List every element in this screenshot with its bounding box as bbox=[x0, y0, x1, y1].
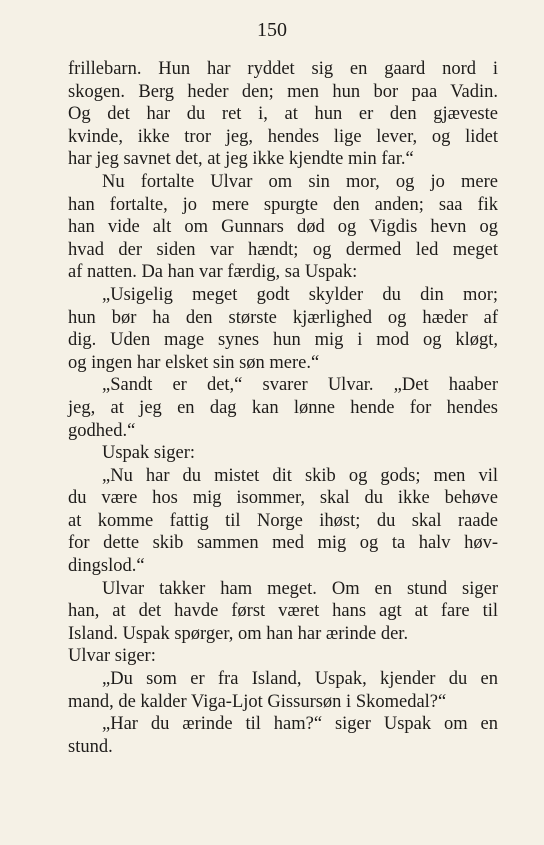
text-line: har jeg savnet det, at jeg ikke kjendte min far.“ bbox=[68, 149, 414, 170]
text-line: skogen. Berg heder den; men hun bor paa Vadin. bbox=[68, 81, 498, 102]
text-line: Ulvar siger: bbox=[68, 646, 156, 667]
text-line: Uspak siger: bbox=[102, 443, 195, 464]
text-line: Nu fortalte Ulvar om sin mor, og jo mere bbox=[102, 171, 498, 192]
text-line: Island. Uspak spørger, om han har ærinde der. bbox=[68, 623, 409, 644]
text-line: jeg, at jeg en dag kan lønne hende for hendes bbox=[68, 397, 498, 418]
page-number: 150 bbox=[257, 19, 287, 41]
text-line: Og det har du ret i, at hun er den gjæveste bbox=[68, 104, 498, 125]
text-line: Ulvar takker ham meget. Om en stund siger bbox=[102, 578, 498, 599]
text-line: hun bør ha den største kjærlighed og hæder af bbox=[68, 307, 498, 328]
text-line: hvad der siden var hændt; og dermed led meget bbox=[68, 239, 498, 260]
text-line: „Du som er fra Island, Uspak, kjender du en bbox=[102, 669, 498, 690]
text-line: og ingen har elsket sin søn mere.“ bbox=[68, 352, 320, 373]
text-line: dingslod.“ bbox=[68, 556, 145, 577]
text-line: du være hos mig isommer, skal du ikke behøve bbox=[68, 488, 498, 509]
text-line: kvinde, ikke tror jeg, hendes lige lever, og lidet bbox=[68, 126, 498, 147]
text-line: „Nu har du mistet dit skib og gods; men vil bbox=[102, 465, 498, 486]
text-line: at komme fattig til Norge ihøst; du skal raade bbox=[68, 510, 498, 531]
body-text bbox=[68, 58, 498, 758]
text-line: „Har du ærinde til ham?“ siger Uspak om en bbox=[102, 714, 498, 735]
text-line: stund. bbox=[68, 736, 113, 757]
text-line: „Sandt er det,“ svarer Ulvar. „Det haaber bbox=[102, 375, 498, 396]
text-line: godhed.“ bbox=[68, 420, 136, 441]
text-line: han vide alt om Gunnars død og Vigdis hevn og bbox=[68, 217, 498, 238]
text-line: mand, de kalder Viga-Ljot Gissursøn i Skomedal?“ bbox=[68, 691, 447, 712]
text-line: han fortalte, jo mere spurgte den anden; saa fik bbox=[68, 194, 498, 215]
text-line: dig. Uden mage synes hun mig i mod og kløgt, bbox=[68, 330, 498, 351]
text-line: for dette skib sammen med mig og ta halv høv- bbox=[68, 533, 498, 554]
text-line: frillebarn. Hun har ryddet sig en gaard nord i bbox=[68, 59, 498, 79]
text-line: han, at det havde først været hans agt at fare til bbox=[68, 601, 498, 622]
text-line: af natten. Da han var færdig, sa Uspak: bbox=[68, 262, 358, 283]
text-line: „Usigelig meget godt skylder du din mor; bbox=[102, 284, 498, 305]
